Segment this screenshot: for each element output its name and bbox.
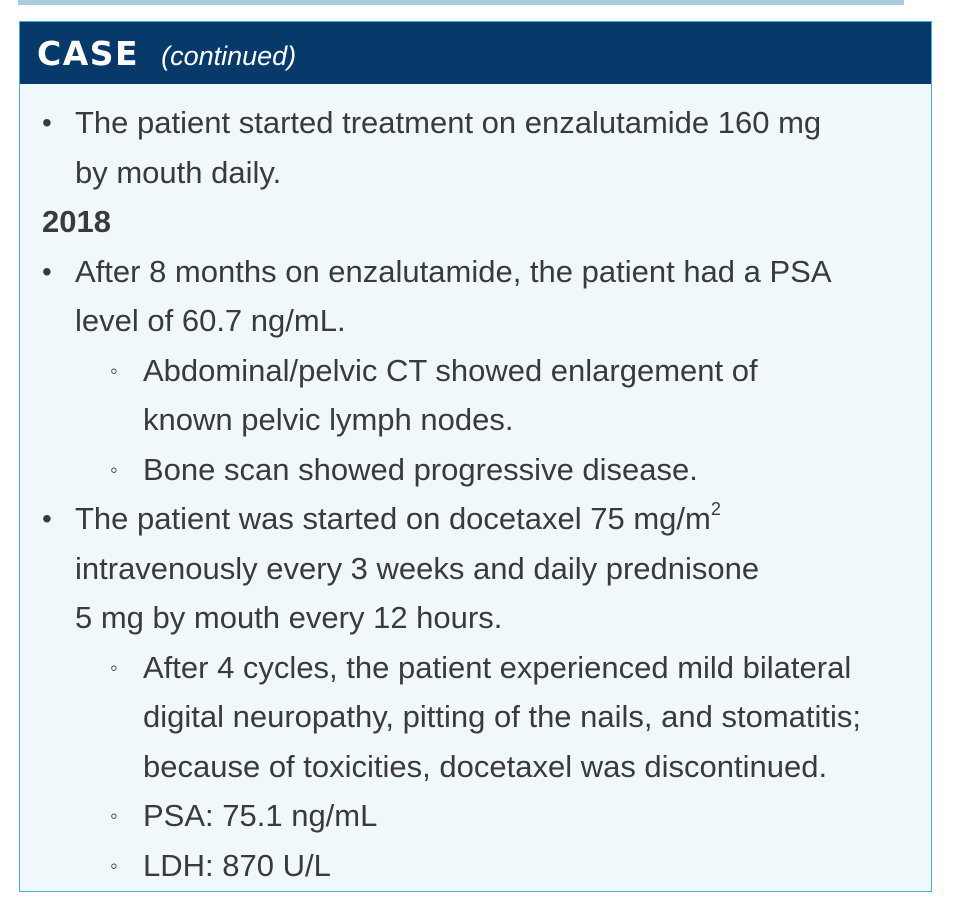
bullet-text: After 8 months on enzalutamide, the patient had a PSA: [75, 253, 832, 289]
bullet-line-continuation: [20, 593, 931, 643]
sub-bullet-line: [20, 643, 931, 693]
sub-bullet-text: Abdominal/pelvic CT showed enlargement of: [143, 352, 758, 388]
sub-bullet-text: LDH: 870 U/L: [143, 847, 331, 883]
sub-bullet-line-continuation: [20, 395, 931, 445]
case-subtitle: (continued): [161, 40, 297, 71]
sub-bullet-icon: ◦: [110, 803, 118, 828]
bullet-icon: •: [42, 107, 52, 138]
bullet-text: The patient started treatment on enzalutamide 160 mg: [75, 105, 822, 140]
sub-bullet-icon: ◦: [110, 357, 118, 383]
bullet-line: [20, 494, 931, 544]
sub-bullet-line-continuation: [20, 742, 931, 792]
bullet-line-continuation: [20, 296, 931, 346]
bullet-text: 5 mg by mouth every 12 hours.: [75, 600, 503, 635]
sub-bullet-text: because of toxicities, docetaxel was discontinued.: [143, 748, 828, 784]
sub-bullet-text: Bone scan showed progressive disease.: [143, 451, 698, 487]
superscript: 2: [710, 499, 721, 519]
case-content: [20, 84, 931, 890]
sub-bullet-text: PSA: 75.1 ng/mL: [143, 798, 378, 833]
bullet-text: The patient was started on docetaxel 75 mg/m: [75, 501, 711, 536]
sub-bullet-text: known pelvic lymph nodes.: [143, 402, 514, 437]
bullet-text: by mouth daily.: [75, 154, 282, 190]
bullet-text: level of 60.7 ng/mL.: [75, 303, 346, 338]
bullet-text: intravenously every 3 weeks and daily prednisone: [75, 550, 760, 586]
top-divider-rule: [18, 0, 904, 5]
case-box: [19, 21, 932, 892]
sub-bullet-line-continuation: [20, 692, 931, 742]
case-header: [20, 22, 931, 84]
sub-bullet-icon: ◦: [110, 654, 118, 680]
sub-bullet-icon: ◦: [110, 456, 118, 482]
sub-bullet-line: [20, 841, 931, 891]
bullet-line-continuation: [20, 544, 931, 594]
sub-bullet-line: [20, 791, 931, 841]
bullet-line: [20, 98, 931, 148]
bullet-line: [20, 247, 931, 297]
sub-bullet-text: digital neuropathy, pitting of the nails, and stomatitis;: [143, 699, 862, 734]
sub-bullet-icon: ◦: [110, 852, 118, 878]
bullet-line-continuation: [20, 148, 931, 198]
year-heading: 2018: [42, 204, 111, 239]
bullet-icon: •: [42, 503, 52, 534]
case-title: CASE: [37, 33, 140, 73]
sub-bullet-text: After 4 cycles, the patient experienced mild bilateral: [143, 649, 852, 685]
sub-bullet-line: [20, 445, 931, 495]
sub-bullet-line: [20, 346, 931, 396]
bullet-icon: •: [42, 255, 52, 287]
